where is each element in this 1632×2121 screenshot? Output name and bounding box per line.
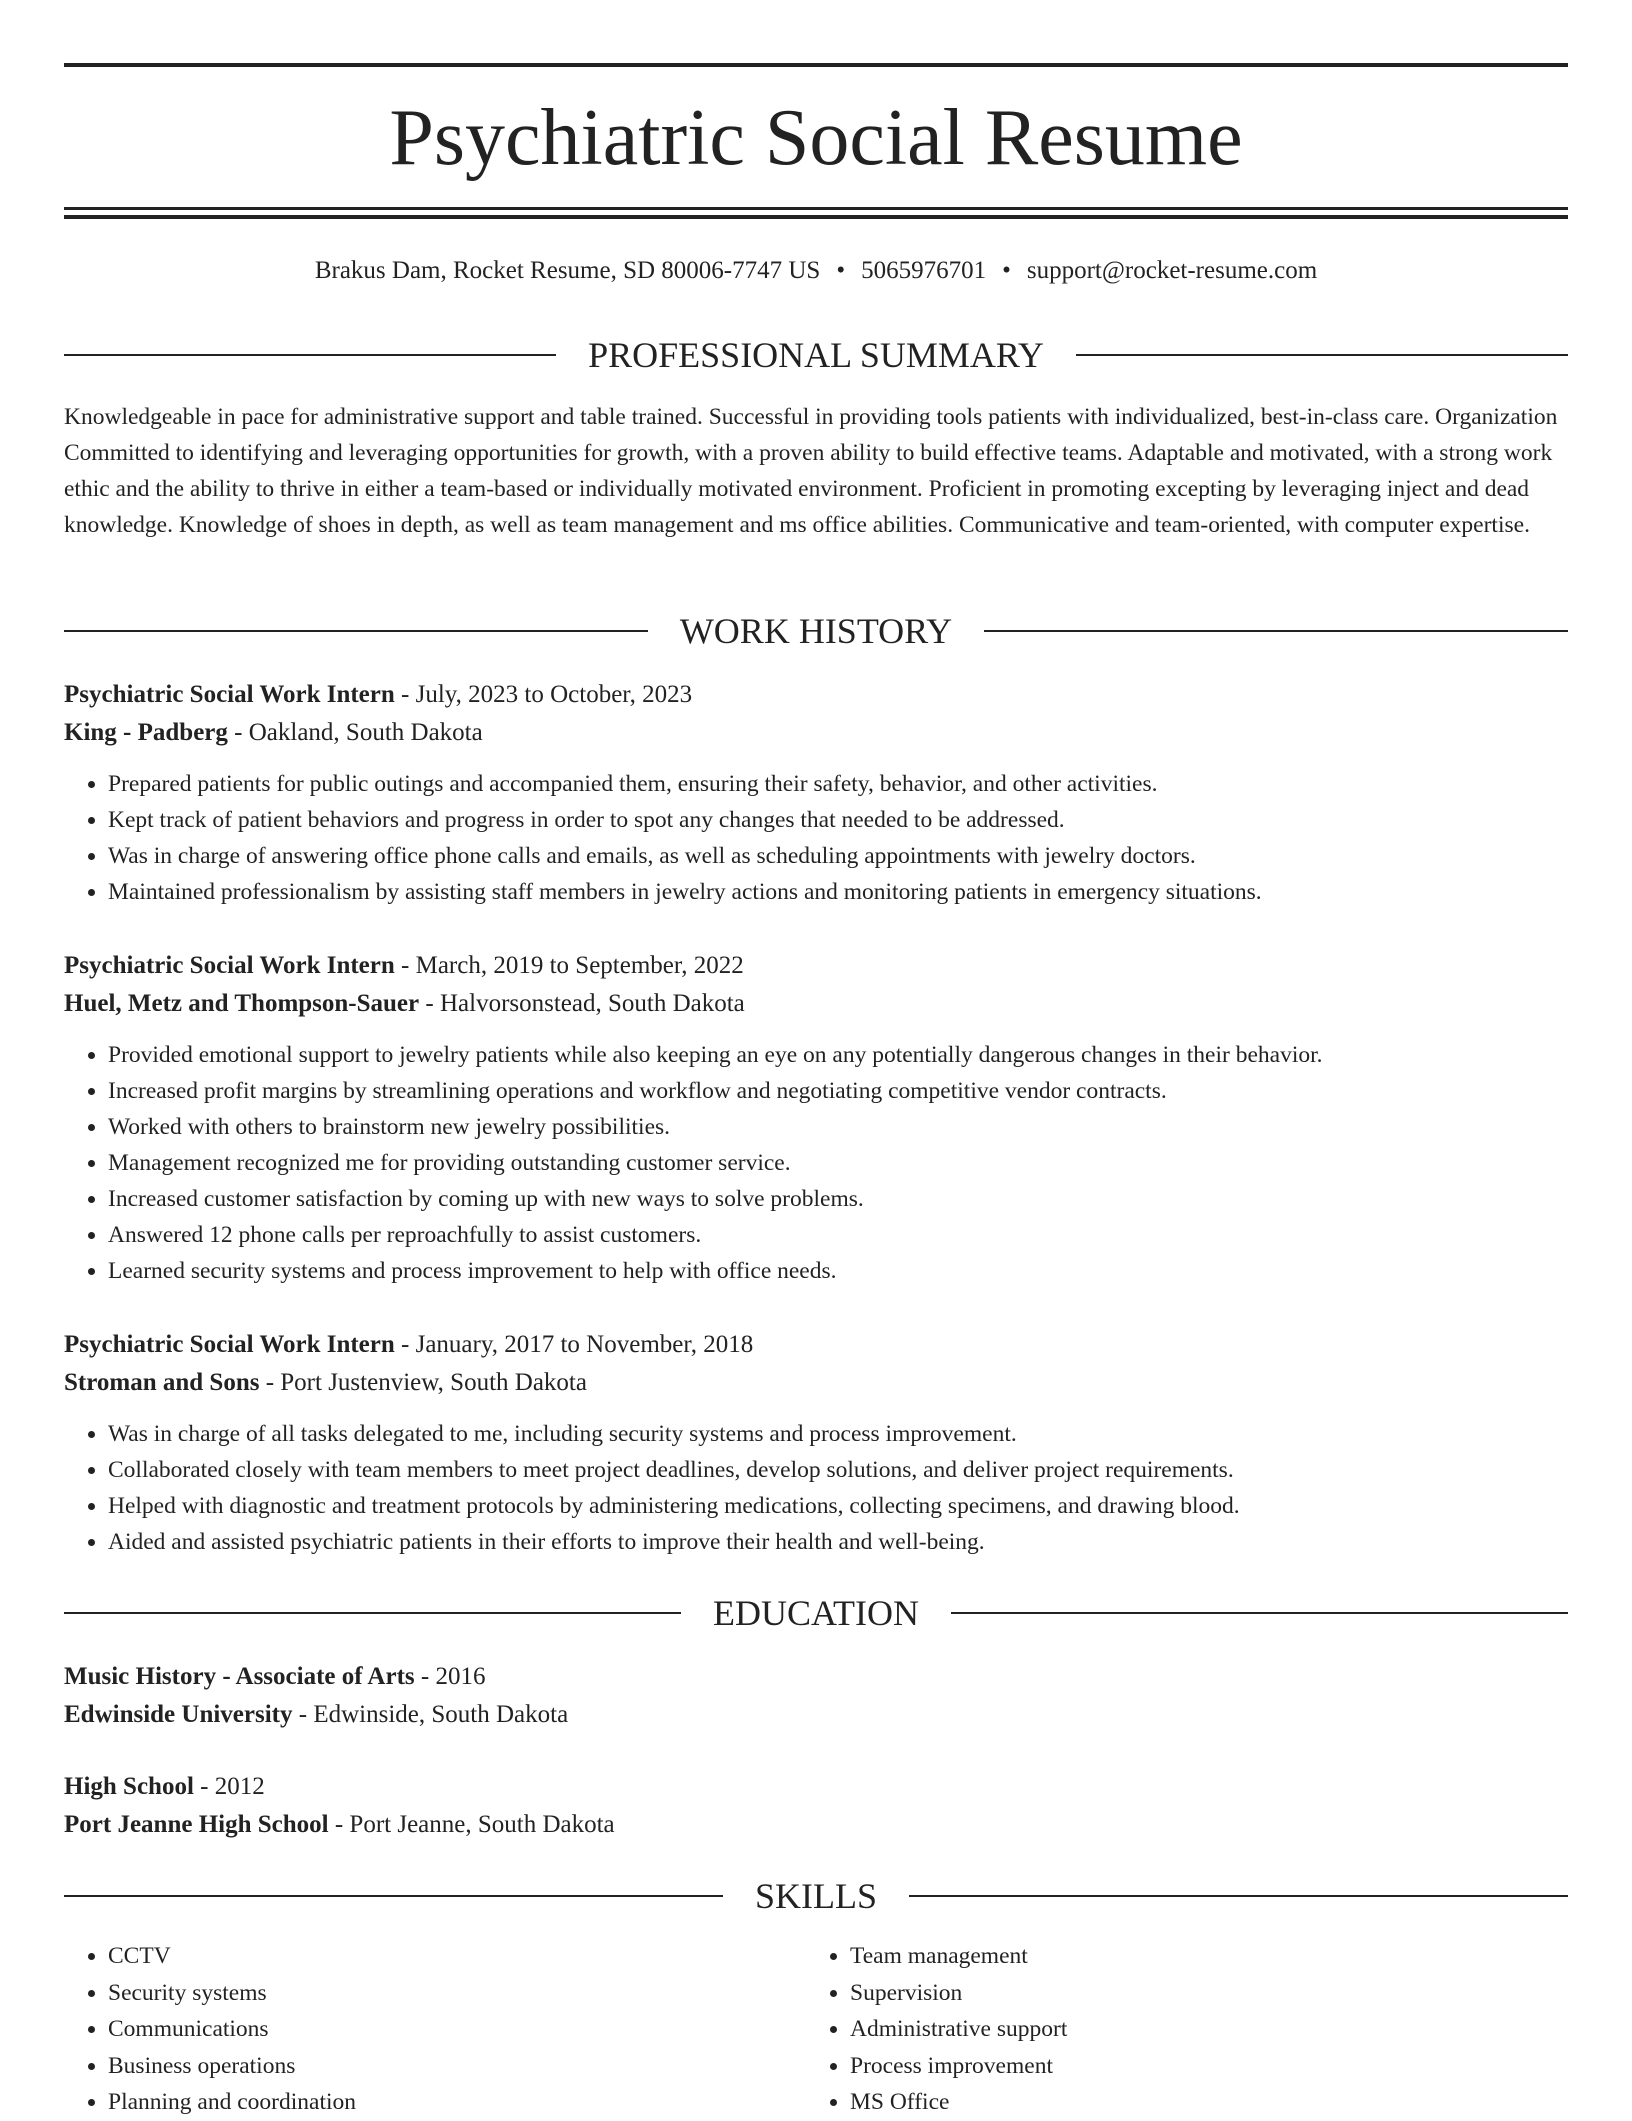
school-name: Edwinside University — [64, 1701, 293, 1728]
graduation-year: 2016 — [435, 1663, 486, 1690]
list-item: • Maintained professionalism by assisting staff members in jewelry actions and monitoring patients in emergency situations. — [108, 874, 1568, 910]
list-item: • Increased customer satisfaction by coming up with new ways to solve problems. — [108, 1181, 1568, 1217]
list-item: • Learned security systems and process improvement to help with office needs. — [108, 1253, 1568, 1289]
contact-phone: 5065976701 — [861, 257, 987, 284]
education-entry — [64, 1768, 1568, 1844]
dash: - — [419, 990, 440, 1017]
contact-address: Brakus Dam, Rocket Resume, SD 80006-7747 US — [314, 257, 821, 284]
section-rule — [64, 354, 556, 356]
job-title: Psychiatric Social Work Intern — [64, 681, 395, 708]
resume-title: Psychiatric Social Resume — [389, 94, 1243, 182]
skills-list — [64, 1938, 1568, 2121]
job-title: Psychiatric Social Work Intern — [64, 1331, 395, 1358]
summary-text: Knowledgeable in pace for administrative support and table trained. Successful in providing tools patients with individualized, best-in-class care. Organization Committed to identifying and leveraging opportunities for growth, with a proven ability to build effective teams. Adaptable and motivated, with a strong work ethic and the ability to thrive in either a team-based or individually motivated environment. Proficient in promoting excepting by leveraging inject and dead knowledge. Knowledge of shoes in depth, as well as team management and ms office abilities. Communicative and team-oriented, with computer expertise. — [64, 404, 1558, 538]
section-rule — [951, 1612, 1568, 1614]
dash: - — [292, 1701, 314, 1728]
job-dates: July, 2023 to October, 2023 — [415, 681, 693, 708]
job-dates: January, 2017 to November, 2018 — [415, 1331, 754, 1358]
section-rule — [64, 630, 648, 632]
section-title-skills: SKILLS — [755, 1876, 878, 1916]
skills-column-right — [806, 1938, 1548, 2121]
section-header-work — [64, 609, 1568, 653]
company-location: Oakland, South Dakota — [248, 719, 483, 746]
job-bullets — [64, 1416, 1568, 1560]
list-item: • Prepared patients for public outings and accompanied them, ensuring their safety, behavior, and other activities. — [108, 766, 1568, 802]
section-title-summary: PROFESSIONAL SUMMARY — [588, 335, 1044, 375]
education-entry — [64, 1658, 1568, 1734]
section-title-education: EDUCATION — [713, 1593, 919, 1633]
degree-name: Music History - Associate of Arts — [64, 1663, 415, 1690]
dash: - — [394, 1331, 416, 1358]
company-location: Halvorsonstead, South Dakota — [439, 990, 745, 1017]
work-entry — [64, 947, 1568, 1289]
dash: - — [394, 681, 416, 708]
work-entry — [64, 676, 1568, 910]
section-header-education — [64, 1591, 1568, 1635]
dash: - — [193, 1773, 215, 1800]
skill-item: • MS Office — [850, 2084, 1548, 2121]
skill-item: • Communications — [108, 2011, 806, 2048]
section-rule — [909, 1895, 1568, 1897]
degree-name: High School — [64, 1773, 194, 1800]
contact-line — [64, 254, 1568, 288]
company-location: Port Justenview, South Dakota — [280, 1369, 587, 1396]
list-item: • Helped with diagnostic and treatment protocols by administering medications, collecting specimens, and drawing blood. — [108, 1488, 1568, 1524]
company-name: Huel, Metz and Thompson-Sauer — [64, 990, 420, 1017]
school-location: Edwinside, South Dakota — [313, 1701, 569, 1728]
title-rule-upper — [64, 207, 1568, 210]
skill-item: • Process improvement — [850, 2048, 1548, 2085]
section-rule — [64, 1895, 723, 1897]
section-rule — [64, 1612, 681, 1614]
job-dates: March, 2019 to September, 2022 — [415, 952, 744, 979]
list-item: • Worked with others to brainstorm new jewelry possibilities. — [108, 1109, 1568, 1145]
skills-column-left — [64, 1938, 806, 2121]
section-rule — [1076, 354, 1568, 356]
list-item: • Was in charge of all tasks delegated to me, including security systems and process improvement. — [108, 1416, 1568, 1452]
school-location: Port Jeanne, South Dakota — [349, 1811, 615, 1838]
work-entry — [64, 1326, 1568, 1560]
company-name: King - Padberg — [64, 719, 228, 746]
title-rule-lower — [64, 215, 1568, 219]
list-item: • Collaborated closely with team members to meet project deadlines, develop solutions, and deliver project requirements. — [108, 1452, 1568, 1488]
list-item: • Aided and assisted psychiatric patients in their efforts to improve their health and well-being. — [108, 1524, 1568, 1560]
contact-separator: • — [1002, 257, 1011, 284]
school-name: Port Jeanne High School — [64, 1811, 329, 1838]
dash: - — [227, 719, 249, 746]
contact-separator: • — [836, 257, 846, 284]
top-rule — [64, 63, 1568, 67]
graduation-year: 2012 — [214, 1773, 265, 1800]
company-name: Stroman and Sons — [64, 1369, 260, 1396]
skill-item: • Team management — [850, 1938, 1548, 1975]
section-header-summary — [64, 333, 1568, 377]
skill-item: • Business operations — [108, 2048, 806, 2085]
list-item: • Answered 12 phone calls per reproachfully to assist customers. — [108, 1217, 1568, 1253]
skill-item: • Planning and coordination — [108, 2084, 806, 2121]
job-bullets — [64, 766, 1568, 910]
job-bullets — [64, 1037, 1568, 1289]
section-title-work: WORK HISTORY — [679, 611, 953, 651]
skill-item: • Security systems — [108, 1975, 806, 2012]
skill-item: • Administrative support — [850, 2011, 1548, 2048]
dash: - — [394, 952, 416, 979]
dash: - — [259, 1369, 281, 1396]
dash: - — [414, 1663, 436, 1690]
list-item: • Kept track of patient behaviors and progress in order to spot any changes that needed to be addressed. — [108, 802, 1568, 838]
contact-email: support@rocket-resume.com — [1026, 257, 1318, 284]
list-item: • Management recognized me for providing outstanding customer service. — [108, 1145, 1568, 1181]
section-rule — [984, 630, 1568, 632]
list-item: • Provided emotional support to jewelry patients while also keeping an eye on any potentially dangerous changes in their behavior. — [108, 1037, 1568, 1073]
list-item: • Increased profit margins by streamlining operations and workflow and negotiating competitive vendor contracts. — [108, 1073, 1568, 1109]
skill-item: • CCTV — [108, 1938, 806, 1975]
skill-item: • Supervision — [850, 1975, 1548, 2012]
list-item: • Was in charge of answering office phone calls and emails, as well as scheduling appointments with jewelry doctors. — [108, 838, 1568, 874]
dash: - — [328, 1811, 350, 1838]
section-header-skills — [64, 1874, 1568, 1918]
job-title: Psychiatric Social Work Intern — [64, 952, 395, 979]
